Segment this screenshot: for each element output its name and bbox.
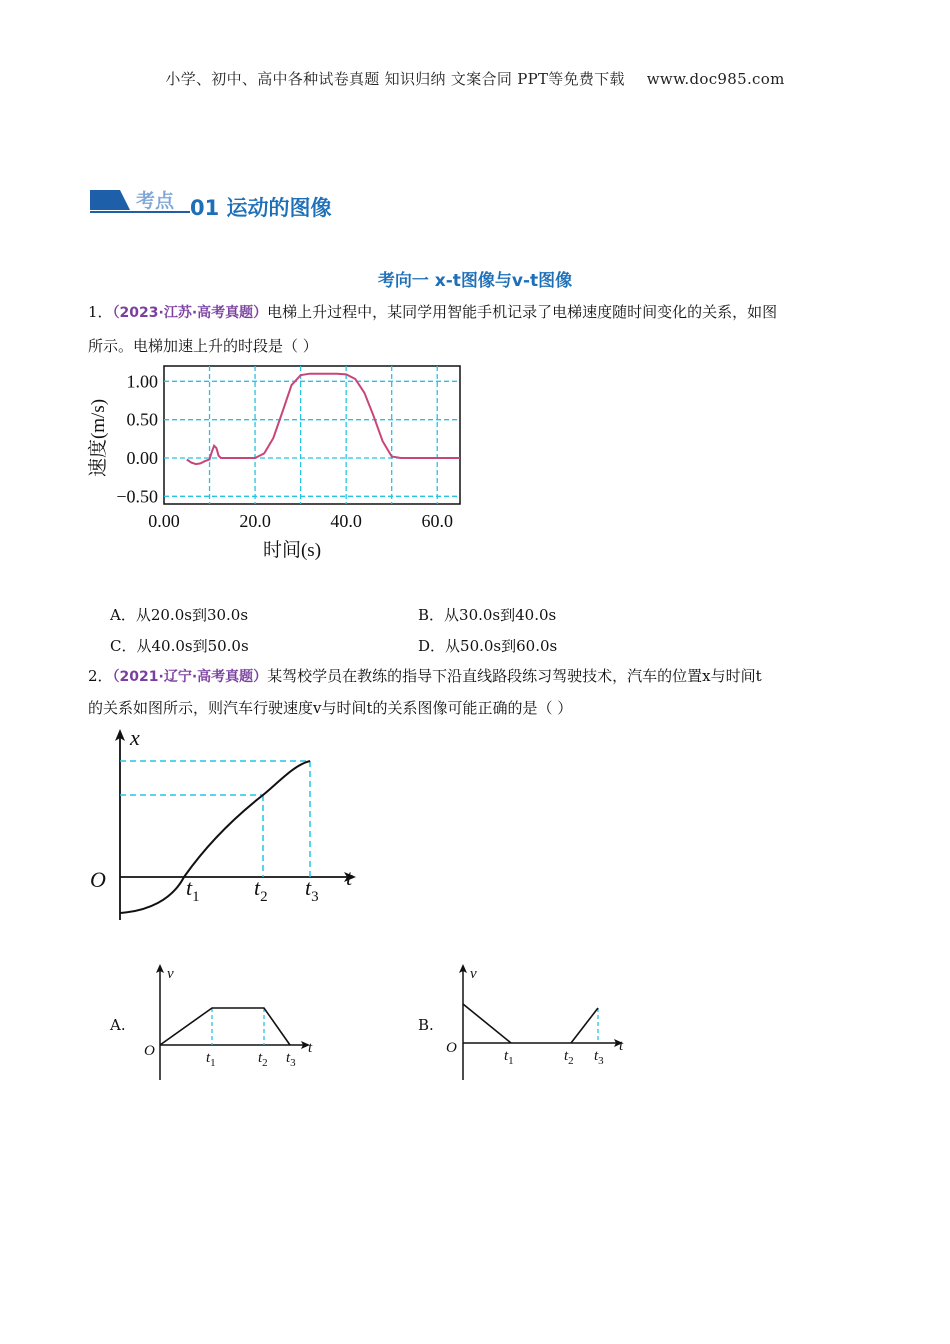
xt-t1-label: $t_1$ (186, 875, 200, 905)
q2-line2: 的关系如图所示，则汽车行驶速度v与时间t的关系图像可能正确的是（ ） (88, 699, 573, 717)
a-y-label: v (167, 966, 174, 982)
b-vt-segment-2 (571, 1008, 598, 1043)
subsection-title: 考向一 x-t图像与v-t图像 (377, 271, 573, 291)
q2-source: （2021·辽宁·高考真题） (112, 669, 268, 685)
xt-t2-label: $t_2$ (254, 875, 268, 905)
q1-option-c[interactable] (110, 635, 249, 656)
q1-option-d[interactable] (418, 635, 557, 656)
q1-line2: 所示。电梯加速上升的时段是（ ） (88, 337, 318, 355)
q2-option-a-label[interactable]: A. (110, 1016, 126, 1034)
q2-option-b-label[interactable]: B. (418, 1016, 434, 1034)
q1-option-b[interactable] (418, 604, 556, 625)
xt-x-label: t (346, 865, 353, 890)
xt-t3-label: $t_3$ (305, 875, 319, 905)
chart-xlabel: 时间(s) (262, 540, 322, 561)
b-vt-segment-1 (463, 1004, 511, 1043)
q1-option-b-label: B． (418, 606, 445, 624)
a-origin-label: O (144, 1043, 155, 1059)
q1-line1 (88, 296, 777, 329)
velocity-time-chart (80, 360, 480, 565)
b-x-label: t (619, 1038, 624, 1054)
q1-source: （2023·江苏·高考真题） (112, 305, 268, 321)
section-badge-text: 考点 (136, 190, 175, 212)
chart-ticks (116, 371, 453, 531)
y-tick-label: −0.50 (116, 486, 158, 507)
a-t1-label: $t_1$ (206, 1050, 216, 1069)
q1-option-d-text: 从50.0s到60.0s (445, 637, 558, 655)
xt-curve (120, 761, 310, 913)
q1-option-a-label: A． (110, 606, 136, 624)
y-tick-label: 1.00 (126, 371, 158, 392)
b-t2-label: $t_2$ (564, 1048, 574, 1067)
b-y-label: v (470, 966, 477, 982)
q2-line1 (88, 660, 762, 693)
b-origin-label: O (446, 1040, 457, 1056)
q2-text-1: 某驾校学员在教练的指导下沿直线路段练习驾驶技术，汽车的位置x与时间t (267, 667, 762, 685)
q2-option-a-graph[interactable] (140, 960, 330, 1085)
a-t3-label: $t_3$ (286, 1050, 296, 1069)
q1-option-c-text: 从40.0s到50.0s (136, 637, 249, 655)
q2-option-b-graph[interactable] (443, 960, 633, 1085)
page-header (0, 68, 950, 89)
xt-origin-label: O (90, 867, 106, 892)
a-t2-label: $t_2$ (258, 1050, 268, 1069)
x-tick-label: 20.0 (239, 511, 271, 531)
chart-ylabel: 速度(m/s) (88, 398, 109, 478)
q1-option-b-text: 从30.0s到40.0s (444, 606, 557, 624)
q1-text-1: 电梯上升过程中，某同学用智能手机记录了电梯速度随时间变化的关系，如图 (267, 303, 778, 321)
header-site: www.doc985.com (646, 70, 785, 88)
q1-option-d-label: D． (418, 637, 446, 655)
q2-number: 2． (88, 667, 113, 685)
b-t1-label: $t_1$ (504, 1048, 514, 1067)
q1-option-a-text: 从20.0s到30.0s (135, 606, 249, 624)
header-text: 小学、初中、高中各种试卷真题 知识归纳 文案合同 PPT等免费下载 (165, 70, 625, 88)
y-tick-label: 0.50 (126, 409, 158, 430)
section-badge (90, 186, 190, 218)
y-tick-label: 0.00 (126, 448, 158, 468)
q1-number: 1． (88, 303, 113, 321)
x-tick-label: 0.00 (148, 511, 180, 531)
xt-y-label: x (130, 725, 140, 750)
q1-option-a[interactable] (110, 604, 248, 625)
x-tick-label: 40.0 (330, 511, 362, 531)
position-time-graph (80, 725, 380, 930)
section-title: 01 运动的图像 (190, 196, 332, 220)
x-tick-label: 60.0 (421, 511, 453, 531)
chart-grid (164, 366, 460, 504)
b-t3-label: $t_3$ (594, 1048, 604, 1067)
a-vt-curve (160, 1008, 290, 1045)
chart-frame (164, 366, 460, 504)
a-x-label: t (308, 1040, 313, 1056)
velocity-series-line (187, 374, 460, 464)
q1-option-c-label: C． (110, 637, 137, 655)
